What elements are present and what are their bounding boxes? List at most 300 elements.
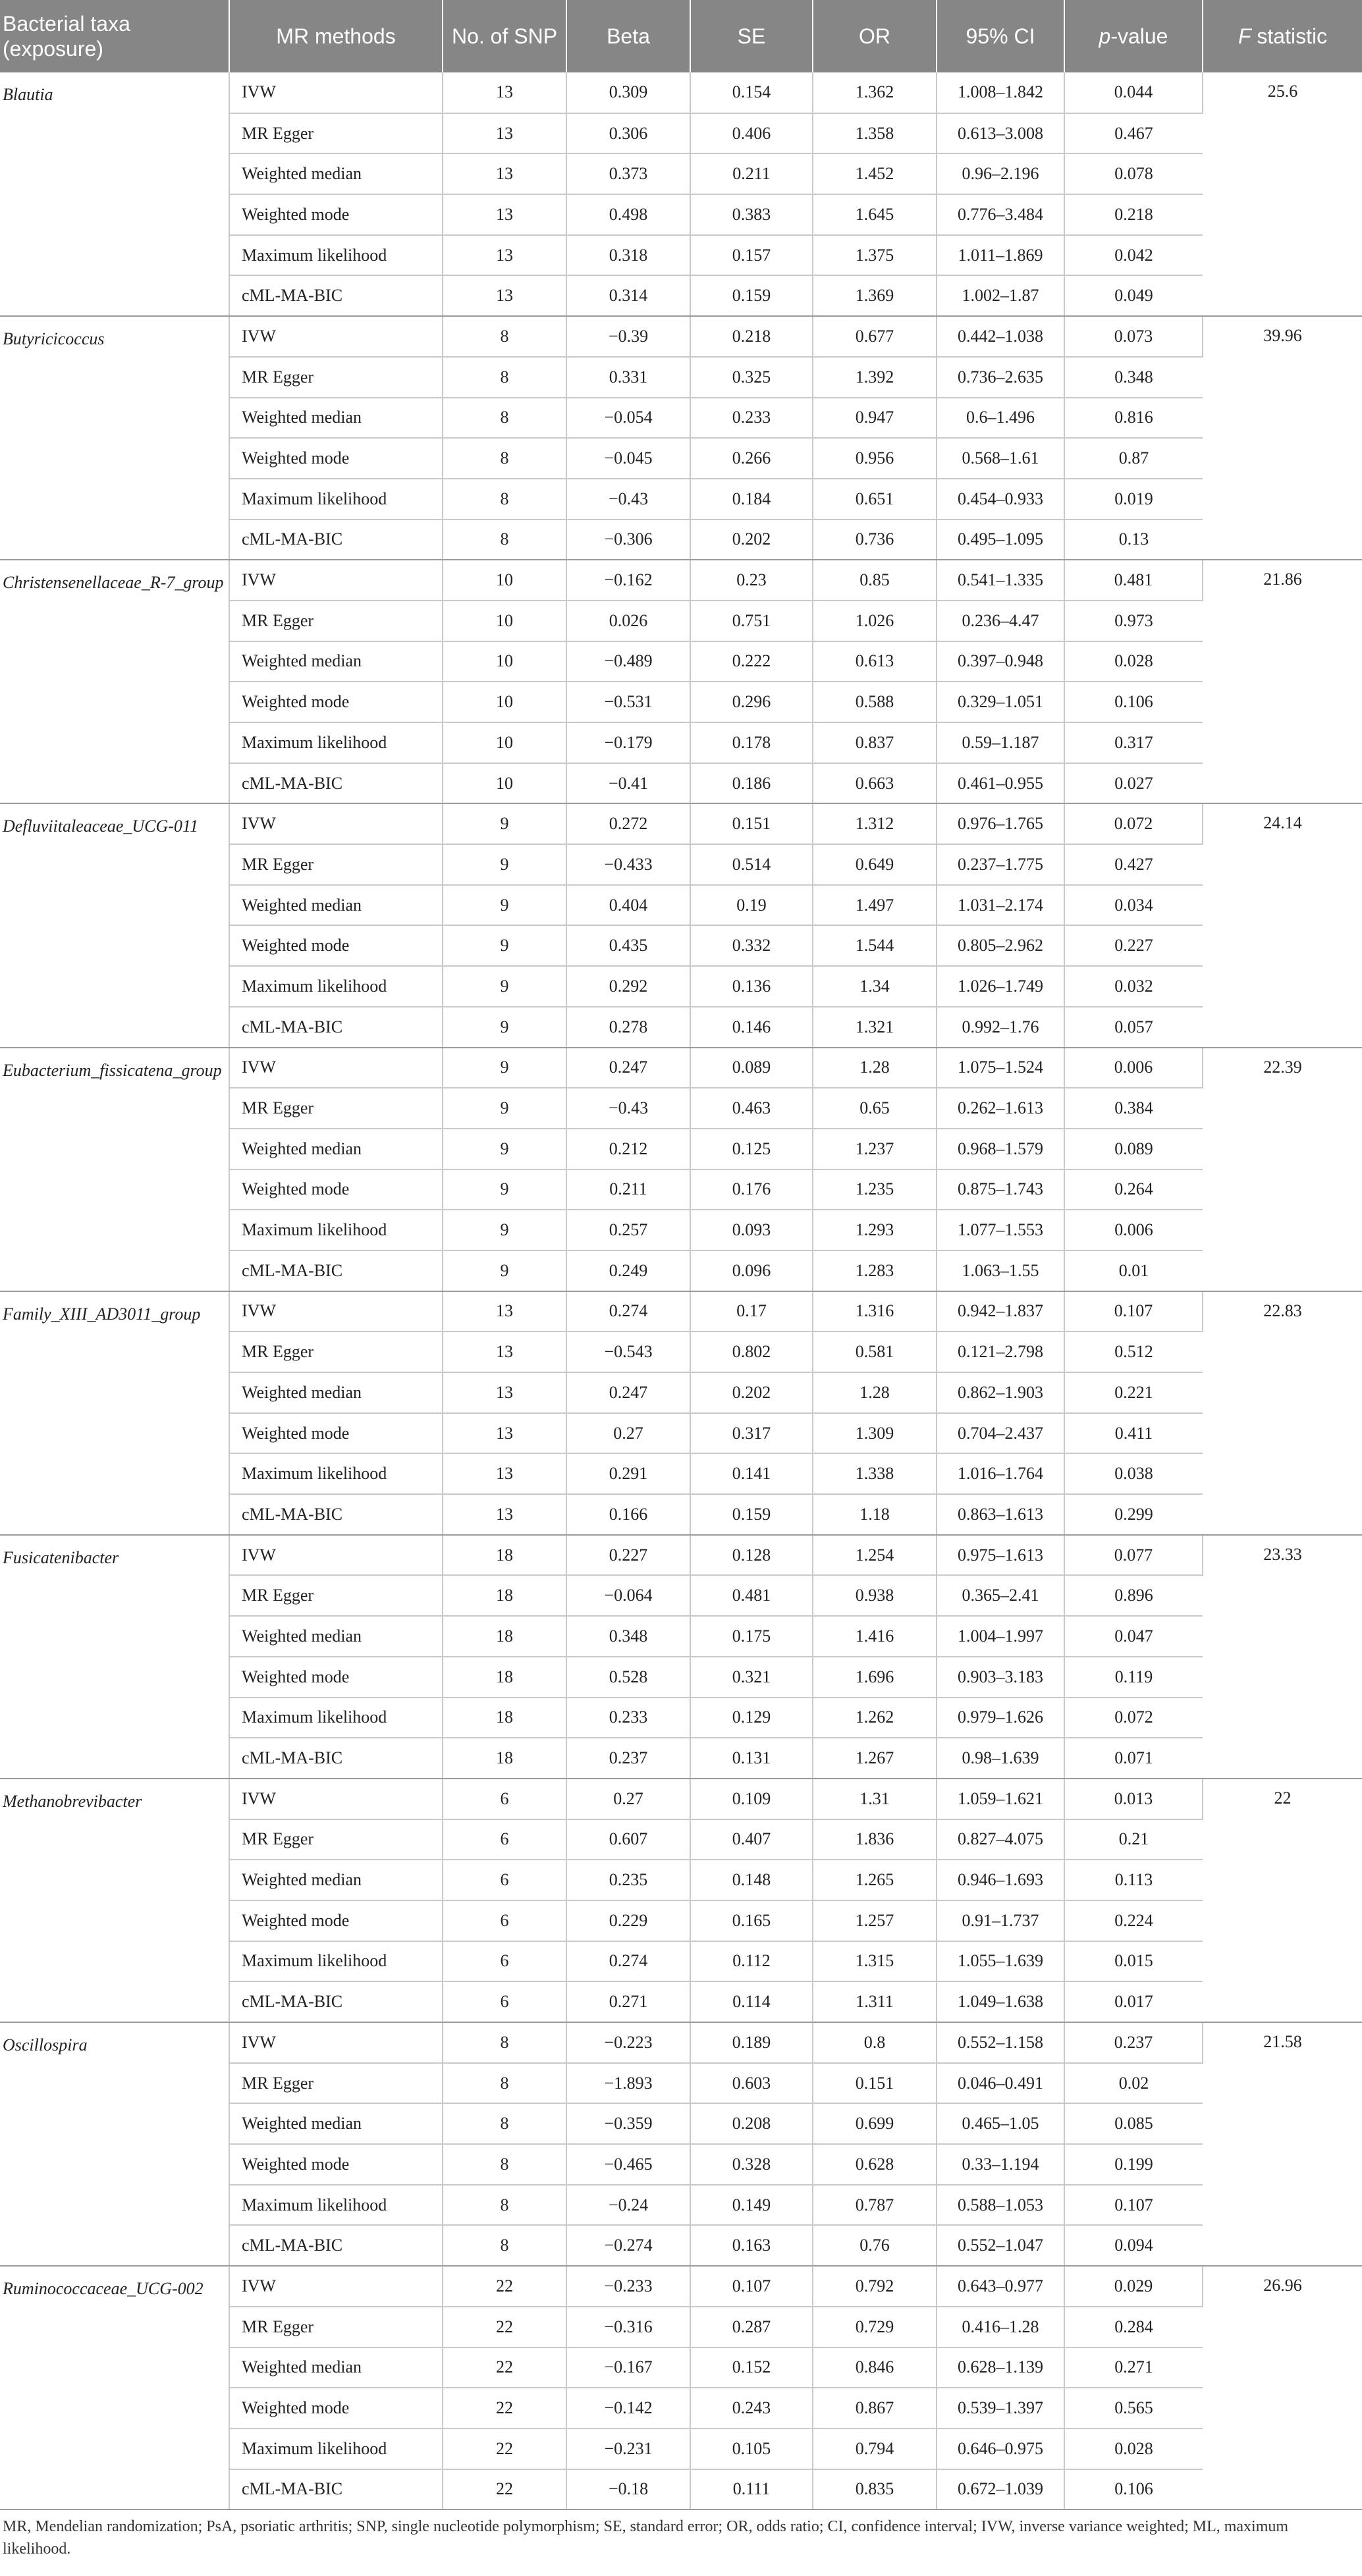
beta-cell: −0.43	[566, 479, 690, 520]
beta-cell: 0.607	[566, 1819, 690, 1860]
beta-cell: 0.278	[566, 1007, 690, 1048]
ci-cell: 0.365–2.41	[937, 1575, 1064, 1616]
nsnp-cell: 22	[443, 2469, 566, 2510]
nsnp-cell: 13	[443, 1291, 566, 1332]
ci-cell: 0.672–1.039	[937, 2469, 1064, 2510]
p-value-cell: 0.049	[1064, 275, 1203, 316]
or-cell: 0.581	[813, 1331, 937, 1372]
se-cell: 0.328	[690, 2144, 813, 2185]
ci-cell: 0.539–1.397	[937, 2388, 1064, 2428]
ci-cell: 0.397–0.948	[937, 641, 1064, 682]
ci-cell: 1.049–1.638	[937, 1981, 1064, 2022]
nsnp-cell: 8	[443, 2225, 566, 2266]
se-cell: 0.296	[690, 682, 813, 722]
nsnp-cell: 10	[443, 641, 566, 682]
method-cell: Maximum likelihood	[229, 966, 443, 1007]
ci-cell: 1.063–1.55	[937, 1250, 1064, 1291]
p-value-cell: 0.973	[1064, 601, 1203, 641]
nsnp-cell: 18	[443, 1738, 566, 1779]
or-cell: 1.358	[813, 113, 937, 154]
or-cell: 0.938	[813, 1575, 937, 1616]
ci-cell: 0.875–1.743	[937, 1169, 1064, 1210]
method-cell: IVW	[229, 72, 443, 113]
method-cell: MR Egger	[229, 1088, 443, 1129]
nsnp-cell: 8	[443, 398, 566, 439]
p-value-cell: 0.057	[1064, 1007, 1203, 1048]
p-value-cell: 0.107	[1064, 2185, 1203, 2226]
nsnp-cell: 18	[443, 1575, 566, 1616]
beta-cell: −0.433	[566, 844, 690, 885]
se-cell: 0.148	[690, 1860, 813, 1900]
p-value-cell: 0.089	[1064, 1129, 1203, 1169]
p-value-cell: 0.481	[1064, 560, 1203, 601]
or-cell: 1.28	[813, 1048, 937, 1088]
p-value-cell: 0.044	[1064, 72, 1203, 113]
method-cell: IVW	[229, 560, 443, 601]
nsnp-cell: 9	[443, 885, 566, 926]
beta-cell: 0.233	[566, 1698, 690, 1738]
table-row	[0, 2266, 1362, 2307]
p-value-cell: 0.094	[1064, 2225, 1203, 2266]
or-cell: 1.416	[813, 1616, 937, 1657]
beta-cell: 0.227	[566, 1535, 690, 1576]
table-row	[0, 1779, 1362, 1819]
beta-cell: −0.543	[566, 1331, 690, 1372]
ci-cell: 0.121–2.798	[937, 1331, 1064, 1372]
nsnp-cell: 18	[443, 1698, 566, 1738]
nsnp-cell: 13	[443, 1494, 566, 1535]
ci-cell: 0.552–1.158	[937, 2022, 1064, 2063]
header-se: SE	[690, 0, 813, 72]
se-cell: 0.093	[690, 1210, 813, 1250]
se-cell: 0.159	[690, 1494, 813, 1535]
se-cell: 0.481	[690, 1575, 813, 1616]
method-cell: cML-MA-BIC	[229, 1738, 443, 1779]
method-cell: cML-MA-BIC	[229, 1250, 443, 1291]
taxon-cell: Family_XIII_AD3011_group	[0, 1291, 229, 1535]
header-beta: Beta	[566, 0, 690, 72]
p-value-cell: 0.106	[1064, 682, 1203, 722]
ci-cell: 0.98–1.639	[937, 1738, 1064, 1779]
or-cell: 1.696	[813, 1657, 937, 1698]
f-statistic-cell: 23.33	[1203, 1535, 1362, 1779]
or-cell: 1.235	[813, 1169, 937, 1210]
taxon-cell: Blautia	[0, 72, 229, 316]
nsnp-cell: 22	[443, 2388, 566, 2428]
beta-cell: 0.318	[566, 235, 690, 276]
table-footnote: MR, Mendelian randomization; PsA, psoriatic arthritis; SNP, single nucleotide polymorphism; SE, standard error; OR, odds ratio; CI, confidence interval; IVW, inverse variance weighted; ML, maximum likelihood.	[3, 2518, 1289, 2558]
nsnp-cell: 18	[443, 1616, 566, 1657]
ci-cell: 0.992–1.76	[937, 1007, 1064, 1048]
ci-cell: 0.979–1.626	[937, 1698, 1064, 1738]
method-cell: cML-MA-BIC	[229, 2225, 443, 2266]
beta-cell: 0.306	[566, 113, 690, 154]
method-cell: Maximum likelihood	[229, 1453, 443, 1494]
beta-cell: 0.272	[566, 803, 690, 844]
method-cell: Weighted median	[229, 153, 443, 194]
p-value-cell: 0.384	[1064, 1088, 1203, 1129]
se-cell: 0.129	[690, 1698, 813, 1738]
ci-cell: 0.628–1.139	[937, 2348, 1064, 2388]
ci-cell: 1.059–1.621	[937, 1779, 1064, 1819]
beta-cell: −0.233	[566, 2266, 690, 2307]
ci-cell: 1.008–1.842	[937, 72, 1064, 113]
or-cell: 0.837	[813, 722, 937, 763]
ci-cell: 1.075–1.524	[937, 1048, 1064, 1088]
ci-cell: 0.59–1.187	[937, 722, 1064, 763]
header-p-italic: p	[1099, 24, 1111, 48]
table-row	[0, 316, 1362, 357]
ci-cell: 0.805–2.962	[937, 925, 1064, 966]
p-value-cell: 0.237	[1064, 2022, 1203, 2063]
beta-cell: 0.229	[566, 1900, 690, 1941]
or-cell: 0.794	[813, 2428, 937, 2469]
or-cell: 1.237	[813, 1129, 937, 1169]
method-cell: Weighted median	[229, 1860, 443, 1900]
or-cell: 0.947	[813, 398, 937, 439]
method-cell: Weighted mode	[229, 2388, 443, 2428]
nsnp-cell: 8	[443, 520, 566, 560]
taxon-cell: Butyricicoccus	[0, 316, 229, 560]
se-cell: 0.107	[690, 2266, 813, 2307]
p-value-cell: 0.264	[1064, 1169, 1203, 1210]
nsnp-cell: 8	[443, 2144, 566, 2185]
se-cell: 0.114	[690, 1981, 813, 2022]
or-cell: 1.836	[813, 1819, 937, 1860]
method-cell: Weighted median	[229, 2348, 443, 2388]
or-cell: 1.315	[813, 1941, 937, 1982]
method-cell: Weighted median	[229, 641, 443, 682]
p-value-cell: 0.21	[1064, 1819, 1203, 1860]
se-cell: 0.184	[690, 479, 813, 520]
ci-cell: 1.055–1.639	[937, 1941, 1064, 1982]
or-cell: 1.18	[813, 1494, 937, 1535]
ci-cell: 0.416–1.28	[937, 2307, 1064, 2348]
ci-cell: 0.262–1.613	[937, 1088, 1064, 1129]
method-cell: Weighted median	[229, 1129, 443, 1169]
beta-cell: −1.893	[566, 2063, 690, 2104]
beta-cell: −0.045	[566, 438, 690, 479]
beta-cell: −0.316	[566, 2307, 690, 2348]
ci-cell: 1.026–1.749	[937, 966, 1064, 1007]
nsnp-cell: 13	[443, 194, 566, 235]
or-cell: 0.867	[813, 2388, 937, 2428]
f-statistic-cell: 22.39	[1203, 1048, 1362, 1291]
p-value-cell: 0.042	[1064, 235, 1203, 276]
beta-cell: 0.026	[566, 601, 690, 641]
or-cell: 0.846	[813, 2348, 937, 2388]
or-cell: 1.316	[813, 1291, 937, 1332]
p-value-cell: 0.411	[1064, 1413, 1203, 1454]
ci-cell: 0.6–1.496	[937, 398, 1064, 439]
se-cell: 0.243	[690, 2388, 813, 2428]
nsnp-cell: 9	[443, 1088, 566, 1129]
beta-cell: −0.489	[566, 641, 690, 682]
nsnp-cell: 10	[443, 763, 566, 804]
ci-cell: 0.942–1.837	[937, 1291, 1064, 1332]
nsnp-cell: 6	[443, 1819, 566, 1860]
se-cell: 0.111	[690, 2469, 813, 2510]
beta-cell: 0.291	[566, 1453, 690, 1494]
beta-cell: −0.167	[566, 2348, 690, 2388]
p-value-cell: 0.348	[1064, 357, 1203, 398]
or-cell: 1.392	[813, 357, 937, 398]
ci-cell: 0.465–1.05	[937, 2103, 1064, 2144]
beta-cell: 0.237	[566, 1738, 690, 1779]
ci-cell: 0.903–3.183	[937, 1657, 1064, 1698]
header-ci: 95% CI	[937, 0, 1064, 72]
nsnp-cell: 13	[443, 1331, 566, 1372]
beta-cell: −0.465	[566, 2144, 690, 2185]
table-body	[0, 72, 1362, 2509]
header-row	[0, 0, 1362, 72]
table-row	[0, 1048, 1362, 1088]
se-cell: 0.112	[690, 1941, 813, 1982]
p-value-cell: 0.072	[1064, 1698, 1203, 1738]
or-cell: 1.293	[813, 1210, 937, 1250]
or-cell: 0.588	[813, 682, 937, 722]
ci-cell: 0.046–0.491	[937, 2063, 1064, 2104]
taxon-cell: Defluviitaleaceae_UCG-011	[0, 803, 229, 1047]
p-value-cell: 0.006	[1064, 1048, 1203, 1088]
table-row	[0, 1535, 1362, 1576]
nsnp-cell: 9	[443, 803, 566, 844]
method-cell: IVW	[229, 316, 443, 357]
method-cell: MR Egger	[229, 601, 443, 641]
method-cell: cML-MA-BIC	[229, 275, 443, 316]
se-cell: 0.165	[690, 1900, 813, 1941]
beta-cell: 0.271	[566, 1981, 690, 2022]
method-cell: IVW	[229, 1291, 443, 1332]
or-cell: 1.312	[813, 803, 937, 844]
beta-cell: 0.373	[566, 153, 690, 194]
beta-cell: −0.24	[566, 2185, 690, 2226]
method-cell: Maximum likelihood	[229, 2185, 443, 2226]
method-cell: Weighted median	[229, 398, 443, 439]
p-value-cell: 0.01	[1064, 1250, 1203, 1291]
taxon-cell: Methanobrevibacter	[0, 1779, 229, 2022]
method-cell: IVW	[229, 1535, 443, 1576]
nsnp-cell: 10	[443, 601, 566, 641]
nsnp-cell: 9	[443, 1250, 566, 1291]
p-value-cell: 0.106	[1064, 2469, 1203, 2510]
beta-cell: 0.27	[566, 1779, 690, 1819]
p-value-cell: 0.317	[1064, 722, 1203, 763]
taxon-cell: Oscillospira	[0, 2022, 229, 2266]
f-statistic-cell: 39.96	[1203, 316, 1362, 560]
method-cell: Weighted mode	[229, 2144, 443, 2185]
or-cell: 1.254	[813, 1535, 937, 1576]
method-cell: Weighted mode	[229, 1900, 443, 1941]
se-cell: 0.321	[690, 1657, 813, 1698]
beta-cell: −0.306	[566, 520, 690, 560]
method-cell: cML-MA-BIC	[229, 1981, 443, 2022]
or-cell: 1.265	[813, 1860, 937, 1900]
nsnp-cell: 10	[443, 722, 566, 763]
header-methods: MR methods	[229, 0, 443, 72]
p-value-cell: 0.006	[1064, 1210, 1203, 1250]
method-cell: cML-MA-BIC	[229, 763, 443, 804]
se-cell: 0.186	[690, 763, 813, 804]
p-value-cell: 0.284	[1064, 2307, 1203, 2348]
p-value-cell: 0.017	[1064, 1981, 1203, 2022]
p-value-cell: 0.02	[1064, 2063, 1203, 2104]
table-row	[0, 803, 1362, 844]
nsnp-cell: 9	[443, 966, 566, 1007]
nsnp-cell: 8	[443, 438, 566, 479]
ci-cell: 0.91–1.737	[937, 1900, 1064, 1941]
beta-cell: −0.231	[566, 2428, 690, 2469]
beta-cell: 0.528	[566, 1657, 690, 1698]
method-cell: IVW	[229, 803, 443, 844]
beta-cell: 0.274	[566, 1941, 690, 1982]
method-cell: Maximum likelihood	[229, 235, 443, 276]
p-value-cell: 0.077	[1064, 1535, 1203, 1576]
se-cell: 0.175	[690, 1616, 813, 1657]
nsnp-cell: 6	[443, 1900, 566, 1941]
ci-cell: 0.236–4.47	[937, 601, 1064, 641]
ci-cell: 1.004–1.997	[937, 1616, 1064, 1657]
p-value-cell: 0.565	[1064, 2388, 1203, 2428]
ci-cell: 0.454–0.933	[937, 479, 1064, 520]
ci-cell: 0.588–1.053	[937, 2185, 1064, 2226]
method-cell: Weighted mode	[229, 925, 443, 966]
method-cell: MR Egger	[229, 2307, 443, 2348]
or-cell: 0.613	[813, 641, 937, 682]
se-cell: 0.17	[690, 1291, 813, 1332]
se-cell: 0.157	[690, 235, 813, 276]
nsnp-cell: 13	[443, 1453, 566, 1494]
nsnp-cell: 9	[443, 844, 566, 885]
header-f-statistic	[1203, 0, 1362, 72]
method-cell: Weighted mode	[229, 194, 443, 235]
p-value-cell: 0.299	[1064, 1494, 1203, 1535]
or-cell: 0.651	[813, 479, 937, 520]
se-cell: 0.514	[690, 844, 813, 885]
se-cell: 0.222	[690, 641, 813, 682]
se-cell: 0.233	[690, 398, 813, 439]
method-cell: Maximum likelihood	[229, 479, 443, 520]
method-cell: IVW	[229, 1779, 443, 1819]
nsnp-cell: 10	[443, 682, 566, 722]
method-cell: MR Egger	[229, 1819, 443, 1860]
ci-cell: 0.646–0.975	[937, 2428, 1064, 2469]
method-cell: MR Egger	[229, 2063, 443, 2104]
ci-cell: 1.016–1.764	[937, 1453, 1064, 1494]
f-statistic-cell: 25.6	[1203, 72, 1362, 316]
beta-cell: 0.27	[566, 1413, 690, 1454]
header-p-rest: -value	[1110, 24, 1168, 48]
header-f-italic: F	[1238, 24, 1251, 48]
ci-cell: 1.077–1.553	[937, 1210, 1064, 1250]
or-cell: 1.497	[813, 885, 937, 926]
beta-cell: −0.162	[566, 560, 690, 601]
se-cell: 0.751	[690, 601, 813, 641]
se-cell: 0.202	[690, 520, 813, 560]
or-cell: 0.699	[813, 2103, 937, 2144]
or-cell: 1.257	[813, 1900, 937, 1941]
taxon-cell: Ruminococcaceae_UCG-002	[0, 2266, 229, 2509]
f-statistic-cell: 22.83	[1203, 1291, 1362, 1535]
se-cell: 0.603	[690, 2063, 813, 2104]
or-cell: 0.649	[813, 844, 937, 885]
ci-cell: 0.613–3.008	[937, 113, 1064, 154]
beta-cell: 0.257	[566, 1210, 690, 1250]
nsnp-cell: 13	[443, 235, 566, 276]
or-cell: 1.026	[813, 601, 937, 641]
se-cell: 0.463	[690, 1088, 813, 1129]
ci-cell: 0.442–1.038	[937, 316, 1064, 357]
or-cell: 1.283	[813, 1250, 937, 1291]
method-cell: IVW	[229, 2022, 443, 2063]
method-cell: Maximum likelihood	[229, 722, 443, 763]
se-cell: 0.19	[690, 885, 813, 926]
p-value-cell: 0.034	[1064, 885, 1203, 926]
nsnp-cell: 22	[443, 2428, 566, 2469]
method-cell: MR Egger	[229, 1331, 443, 1372]
p-value-cell: 0.072	[1064, 803, 1203, 844]
p-value-cell: 0.073	[1064, 316, 1203, 357]
method-cell: Weighted median	[229, 1372, 443, 1413]
beta-cell: −0.142	[566, 2388, 690, 2428]
nsnp-cell: 9	[443, 1048, 566, 1088]
p-value-cell: 0.107	[1064, 1291, 1203, 1332]
method-cell: MR Egger	[229, 113, 443, 154]
nsnp-cell: 13	[443, 72, 566, 113]
or-cell: 0.736	[813, 520, 937, 560]
beta-cell: 0.166	[566, 1494, 690, 1535]
or-cell: 1.362	[813, 72, 937, 113]
or-cell: 1.321	[813, 1007, 937, 1048]
se-cell: 0.128	[690, 1535, 813, 1576]
ci-cell: 1.002–1.87	[937, 275, 1064, 316]
se-cell: 0.163	[690, 2225, 813, 2266]
se-cell: 0.211	[690, 153, 813, 194]
se-cell: 0.159	[690, 275, 813, 316]
ci-cell: 0.776–3.484	[937, 194, 1064, 235]
p-value-cell: 0.224	[1064, 1900, 1203, 1941]
nsnp-cell: 13	[443, 1413, 566, 1454]
beta-cell: −0.179	[566, 722, 690, 763]
ci-cell: 0.976–1.765	[937, 803, 1064, 844]
beta-cell: −0.223	[566, 2022, 690, 2063]
ci-cell: 0.968–1.579	[937, 1129, 1064, 1169]
nsnp-cell: 9	[443, 925, 566, 966]
se-cell: 0.146	[690, 1007, 813, 1048]
beta-cell: −0.054	[566, 398, 690, 439]
se-cell: 0.406	[690, 113, 813, 154]
nsnp-cell: 8	[443, 2022, 566, 2063]
method-cell: Weighted mode	[229, 438, 443, 479]
beta-cell: 0.235	[566, 1860, 690, 1900]
method-cell: MR Egger	[229, 357, 443, 398]
se-cell: 0.136	[690, 966, 813, 1007]
ci-cell: 0.237–1.775	[937, 844, 1064, 885]
taxon-cell: Christensenellaceae_R-7_group	[0, 560, 229, 803]
p-value-cell: 0.028	[1064, 641, 1203, 682]
method-cell: IVW	[229, 1048, 443, 1088]
ci-cell: 0.461–0.955	[937, 763, 1064, 804]
se-cell: 0.189	[690, 2022, 813, 2063]
nsnp-cell: 18	[443, 1657, 566, 1698]
p-value-cell: 0.227	[1064, 925, 1203, 966]
p-value-cell: 0.13	[1064, 520, 1203, 560]
header-or: OR	[813, 0, 937, 72]
method-cell: Weighted median	[229, 885, 443, 926]
or-cell: 0.956	[813, 438, 937, 479]
ci-cell: 0.736–2.635	[937, 357, 1064, 398]
method-cell: Weighted mode	[229, 1169, 443, 1210]
